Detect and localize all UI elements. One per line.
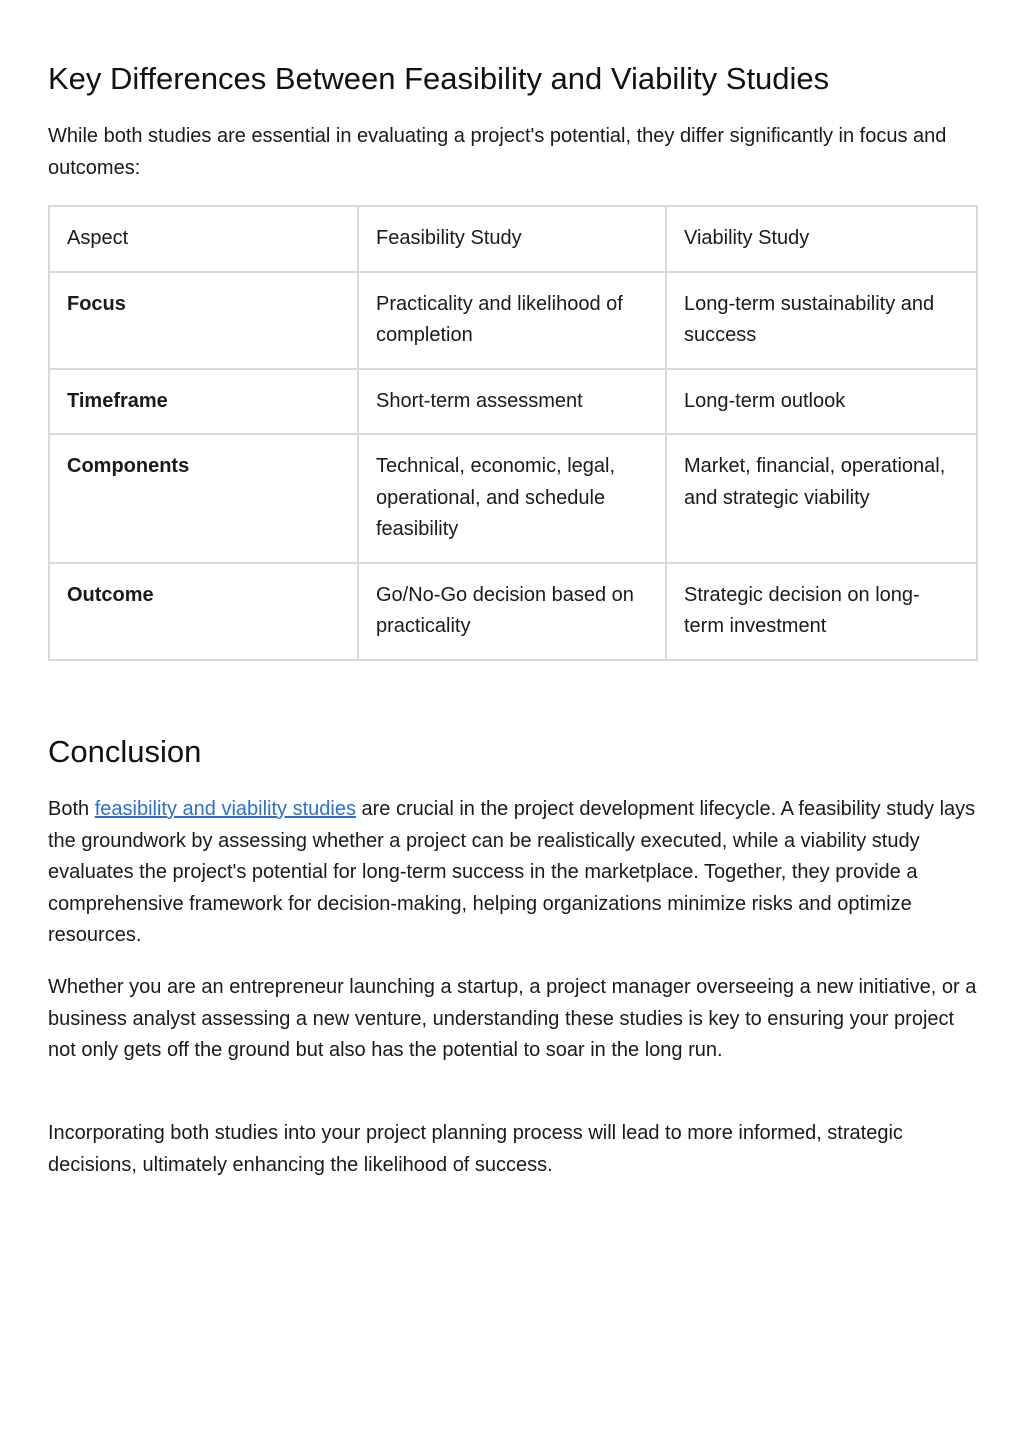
conclusion-paragraph-3: Incorporating both studies into your project planning process will lead to more informed, strategic decisions, ultimately enhancing the likelihood of success. [48,1122,903,1176]
feasibility-viability-link[interactable]: feasibility and viability studies [94,798,356,820]
table-header-viability: Viability Study [666,206,977,272]
table-cell-viability: Long-term outlook [666,369,977,435]
table-cell-aspect: Focus [49,272,358,369]
table-cell-aspect: Timeframe [49,369,358,435]
section-title-key-differences: Key Differences Between Feasibility and Viability Studies [48,61,830,96]
table-header-feasibility: Feasibility Study [358,206,666,272]
paragraph-text: are crucial in the project development lifecycle. A feasibility study lays the groundwork by assessing whether a project can be realistically executed, while a viability study evaluates the project's potential for long-term success in the marketplace. Together, they provide a comprehensive framework for decision-making, helping organizations minimize risks and optimize resources. [48,798,976,946]
paragraph-text: Both [48,798,95,820]
table-row [49,272,977,369]
table-cell-feasibility: Technical, economic, legal, operational, and schedule feasibility [358,434,666,563]
section-title-conclusion: Conclusion [48,734,202,769]
comparison-table [48,205,978,661]
table-cell-feasibility: Go/No-Go decision based on practicality [358,563,666,660]
table-row [49,563,977,660]
table-cell-feasibility: Practicality and likelihood of completion [358,272,666,369]
intro-paragraph: While both studies are essential in evaluating a project's potential, they differ significantly in focus and outcomes: [48,125,947,179]
table-header-row [49,206,977,272]
table-row [49,369,977,435]
table-cell-viability: Market, financial, operational, and strategic viability [666,434,977,563]
table-row [49,434,977,563]
table-cell-viability: Long-term sustainability and success [666,272,977,369]
table-cell-viability: Strategic decision on long-term investment [666,563,977,660]
conclusion-paragraph-1 [48,794,978,952]
table-cell-aspect: Components [49,434,358,563]
table-cell-feasibility: Short-term assessment [358,369,666,435]
table-header-aspect: Aspect [49,206,358,272]
conclusion-paragraph-2: Whether you are an entrepreneur launching a startup, a project manager overseeing a new initiative, or a business analyst assessing a new venture, understanding these studies is key to ensuring your project not only gets off the ground but also has the potential to soar in the long run. [48,976,977,1061]
table-cell-aspect: Outcome [49,563,358,660]
